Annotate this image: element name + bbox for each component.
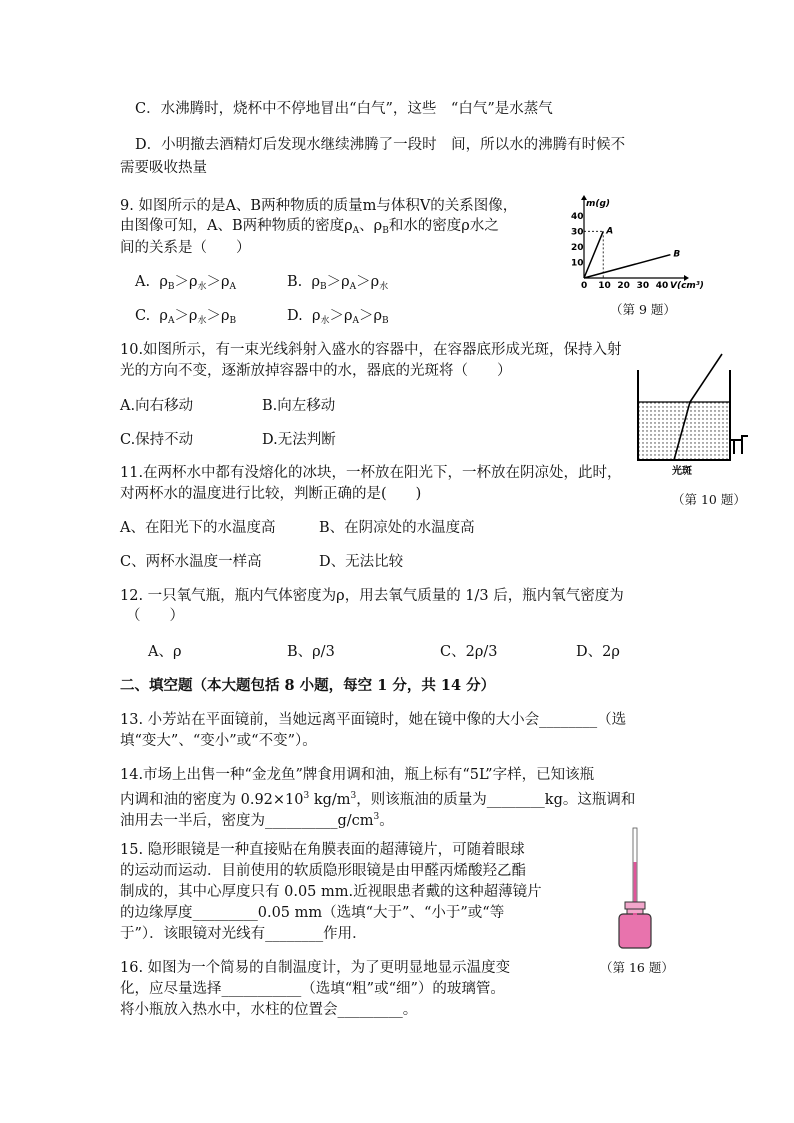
q13-line2: 填“变大”、“变小”或“不变”）。 xyxy=(120,733,317,749)
q16-line3: 将小瓶放入热水中，水柱的位置会_________。 xyxy=(120,1002,418,1018)
q12-stem-line2: （ ） xyxy=(126,608,184,624)
q15-line1: 15. 隐形眼镜是一种直接贴在角膜表面的超薄镜片，可随着眼球 xyxy=(120,842,525,858)
q14-line2: 内调和油的密度为 $0.92\times 10^3$ $kg/m^3$，则该瓶油的质量为________kg。这瓶调和 xyxy=(120,791,636,808)
q9-y-tick-label: 30 xyxy=(571,227,584,238)
q12-option-d: D、2ρ xyxy=(576,644,620,660)
q8-option-d-line1: D．小明撤去酒精灯后发现水继续沸腾了一段时 间，所以水的沸腾有时候不 xyxy=(135,137,626,153)
q9-option-a: A. $\rho_B>\rho_水>\rho_A$ xyxy=(135,274,237,292)
q9-option-c: C. $\rho_A>\rho_水>\rho_B$ xyxy=(135,308,237,326)
q14-line1: 14.市场上出售一种“金龙鱼”牌食用调和油，瓶上标有“5L”字样，已知该瓶 xyxy=(120,767,595,783)
q9-option-d: D. $\rho_水>\rho_A>\rho_B$ xyxy=(287,308,389,326)
q10-figure-caption: （第 10 题） xyxy=(672,492,746,507)
q10-drain-tap xyxy=(730,436,748,454)
q10-option-c: C.保持不动 xyxy=(120,432,194,448)
q10-option-a: A.向右移动 xyxy=(120,398,194,414)
q10-light-ray-incident xyxy=(690,354,722,402)
q16-liquid-column xyxy=(634,862,637,908)
q10-water xyxy=(638,402,730,460)
section-2-heading: 二、填空题（本大题包括 8 小题，每空 1 分，共 14 分） xyxy=(120,677,496,694)
q12-option-c: C、2ρ/3 xyxy=(440,644,498,660)
q11-option-b: B、在阴凉处的水温度高 xyxy=(319,520,475,536)
q11-option-d: D、无法比较 xyxy=(319,554,404,570)
q16-bottle-body xyxy=(619,914,651,948)
q9-x-tick-label: 10 xyxy=(598,281,611,291)
q9-y-tick-label: 40 xyxy=(571,211,584,222)
q16-thermometer-figure xyxy=(614,826,656,952)
q13-line1: 13. 小芳站在平面镜前，当她远离平面镜时，她在镜中像的大小会________（选 xyxy=(120,712,627,728)
q16-line2: 化，应尽量选择___________（选填“粗”或“细”）的玻璃管。 xyxy=(120,981,505,997)
q9-series-b-label: B xyxy=(673,249,681,260)
q9-mass-volume-chart xyxy=(560,196,704,296)
q12-stem-line1: 12. 一只氧气瓶，瓶内气体密度为ρ，用去氧气质量的 1/3 后，瓶内氧气密度为 xyxy=(120,588,624,604)
q9-x-axis-label: V(cm³) xyxy=(670,281,704,291)
q16-bottle-cap xyxy=(625,902,645,909)
q9-x-tick-label: 30 xyxy=(636,281,650,291)
q10-spot-label: 光斑 xyxy=(672,466,692,477)
q10-option-d: D.无法判断 xyxy=(262,432,336,448)
q10-stem-line2: 光的方向不变，逐渐放掉容器中的水，器底的光斑将（ ） xyxy=(120,363,512,379)
q9-series-a-line xyxy=(584,231,603,278)
q12-option-a: A、ρ xyxy=(148,644,182,660)
q9-series-b-line xyxy=(584,255,670,278)
q8-option-c: C．水沸腾时，烧杯中不停地冒出“白气”，这些 “白气”是水蒸气 xyxy=(135,101,553,117)
q9-figure-caption: （第 9 题） xyxy=(610,302,676,317)
q10-container-figure xyxy=(630,350,750,480)
q9-x-tick-label: 20 xyxy=(617,281,630,291)
q11-option-a: A、在阳光下的水温度高 xyxy=(120,520,276,536)
q9-stem-line3: 间的关系是（ ） xyxy=(120,240,251,256)
q11-stem-line1: 11.在两杯水中都有没熔化的冰块，一杯放在阳光下，一杯放在阴凉处，此时， xyxy=(120,465,622,481)
q9-x-tick-label: 40 xyxy=(655,281,669,291)
q9-y-tick-label: 10 xyxy=(571,258,584,269)
q14-line3: 油用去一半后，密度为$\_\_\_\_\_\_\_\_\_\_g/cm^3$。 xyxy=(120,812,394,829)
q10-option-b: B.向左移动 xyxy=(262,398,336,414)
q9-y-tick-label: 20 xyxy=(571,242,584,253)
q9-stem-line1: 9. 如图所示的是A、B两种物质的质量m与体积V的关系图像， xyxy=(120,198,518,214)
q15-line5: 于”）．该眼镜对光线有________作用． xyxy=(120,926,367,942)
q15-line4: 的边缘厚度_________0.05 mm（选填“大于”、“小于”或“等 xyxy=(120,905,505,921)
q9-y-axis-label: m(g) xyxy=(586,199,611,209)
q9-series-a-label: A xyxy=(606,226,614,237)
q8-option-d-line2: 需要吸收热量 xyxy=(120,160,207,176)
q11-stem-line2: 对两杯水的温度进行比较，判断正确的是( ) xyxy=(120,486,422,502)
q15-line2: 的运动而运动．目前使用的软质隐形眼镜是由甲醛丙烯酸羟乙酯 xyxy=(120,863,526,879)
q9-option-b: B. $\rho_B>\rho_A>\rho_水$ xyxy=(287,274,389,292)
q11-option-c: C、两杯水温度一样高 xyxy=(120,554,262,570)
q16-line1: 16. 如图为一个简易的自制温度计，为了更明显地显示温度变 xyxy=(120,960,511,976)
q9-x-tick-label: 0 xyxy=(581,281,588,291)
q12-option-b: B、ρ/3 xyxy=(287,644,335,660)
q10-stem-line1: 10.如图所示，有一束光线斜射入盛水的容器中，在容器底形成光斑，保持入射 xyxy=(120,342,622,358)
q15-line3: 制成的，其中心厚度只有 0.05 mm.近视眼患者戴的这种超薄镜片 xyxy=(120,884,542,900)
q9-stem-line2: 由图像可知，A、B两种物质的密度$\rho_A$、$\rho_B$和水的密度ρ水之 xyxy=(120,218,499,236)
q16-figure-caption: （第 16 题） xyxy=(600,960,674,975)
